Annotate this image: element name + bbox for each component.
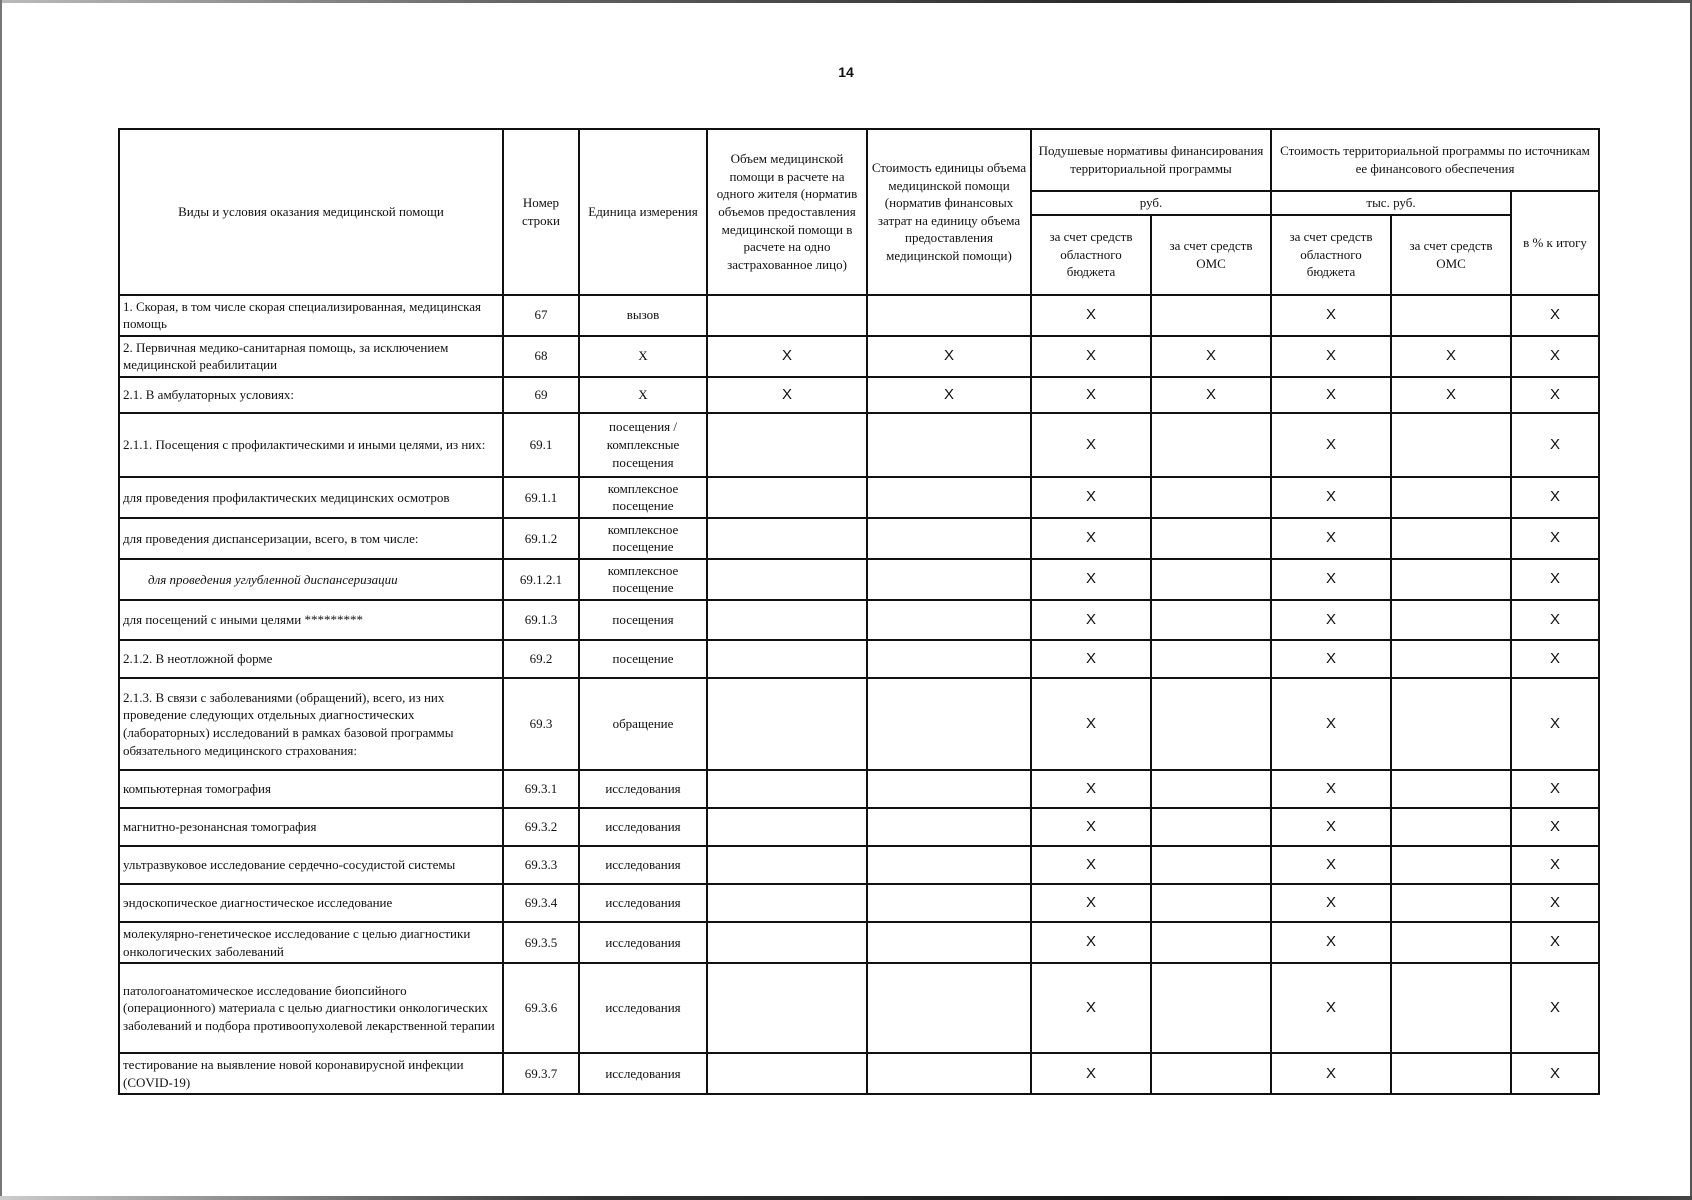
cell-percapita-oms (1151, 808, 1271, 846)
cell-percent: X (1511, 295, 1599, 336)
cell-cost (867, 295, 1031, 336)
cell-program-budget: X (1271, 1053, 1391, 1094)
cell-program-oms: X (1391, 377, 1511, 413)
cell-percapita-oms (1151, 884, 1271, 922)
cell-volume (707, 413, 867, 477)
cell-row-number: 69.3.5 (503, 922, 579, 963)
cell-program-oms (1391, 1053, 1511, 1094)
cell-row-number: 69.3.3 (503, 846, 579, 884)
cell-row-number: 68 (503, 336, 579, 377)
cell-percapita-budget: X (1031, 600, 1151, 640)
table-row (119, 1053, 1599, 1094)
table-header (119, 129, 1599, 295)
cell-volume (707, 963, 867, 1053)
cell-unit: X (579, 336, 707, 377)
cell-program-budget: X (1271, 413, 1391, 477)
header-program-budget: за счет средств областного бюджета (1271, 215, 1391, 295)
cell-program-budget: X (1271, 518, 1391, 559)
cell-program-budget: X (1271, 336, 1391, 377)
cell-volume (707, 518, 867, 559)
cell-percent: X (1511, 808, 1599, 846)
cell-name: тестирование на выявление новой коронавирусной инфекции (COVID-19) (119, 1053, 503, 1094)
cell-unit: исследования (579, 922, 707, 963)
cell-percapita-budget: X (1031, 922, 1151, 963)
cell-percent: X (1511, 640, 1599, 678)
cell-percent: X (1511, 600, 1599, 640)
header-percapita-unit: руб. (1031, 191, 1271, 215)
table-row (119, 884, 1599, 922)
cell-percapita-budget: X (1031, 1053, 1151, 1094)
cell-program-oms (1391, 477, 1511, 518)
cell-unit: комплексное посещение (579, 477, 707, 518)
table-row (119, 600, 1599, 640)
table-row (119, 678, 1599, 770)
header-program-group: Стоимость территориальной программы по источникам ее финансового обеспечения (1271, 129, 1599, 191)
cell-program-oms (1391, 295, 1511, 336)
cell-percapita-oms (1151, 477, 1271, 518)
cell-unit: исследования (579, 1053, 707, 1094)
cell-program-budget: X (1271, 600, 1391, 640)
cell-unit: исследования (579, 846, 707, 884)
cell-volume (707, 922, 867, 963)
cell-percapita-budget: X (1031, 770, 1151, 808)
cell-percapita-oms (1151, 1053, 1271, 1094)
cell-name: 1. Скорая, в том числе скорая специализированная, медицинская помощь (119, 295, 503, 336)
cell-percapita-oms (1151, 846, 1271, 884)
cell-volume (707, 884, 867, 922)
cell-percapita-oms: X (1151, 336, 1271, 377)
table-body (119, 295, 1599, 1095)
table-row (119, 377, 1599, 413)
cell-unit: X (579, 377, 707, 413)
cell-row-number: 69.1.1 (503, 477, 579, 518)
cell-program-budget: X (1271, 884, 1391, 922)
cell-cost (867, 770, 1031, 808)
header-percent: в % к итогу (1511, 191, 1599, 295)
cell-program-budget: X (1271, 295, 1391, 336)
cell-cost (867, 640, 1031, 678)
cell-cost (867, 922, 1031, 963)
cell-percent: X (1511, 518, 1599, 559)
cell-cost (867, 413, 1031, 477)
cell-volume (707, 1053, 867, 1094)
cell-volume (707, 559, 867, 600)
scan-edge-top (0, 0, 1692, 3)
cell-percent: X (1511, 336, 1599, 377)
cell-percent: X (1511, 770, 1599, 808)
cell-percent: X (1511, 846, 1599, 884)
cell-percapita-oms (1151, 413, 1271, 477)
cell-program-oms: X (1391, 336, 1511, 377)
cell-name: для проведения профилактических медицинских осмотров (119, 477, 503, 518)
cell-program-budget: X (1271, 846, 1391, 884)
table-row (119, 963, 1599, 1053)
cell-percent: X (1511, 922, 1599, 963)
cell-program-oms (1391, 922, 1511, 963)
cell-percapita-budget: X (1031, 808, 1151, 846)
header-volume: Объем медицинской помощи в расчете на одного жителя (норматив объемов предоставления медицинской помощи в расчете на одно застрахованное лицо) (707, 129, 867, 295)
header-percapita-group: Подушевые нормативы финансирования территориальной программы (1031, 129, 1271, 191)
page-number: 14 (838, 64, 854, 80)
cell-cost (867, 678, 1031, 770)
cell-name: магнитно-резонансная томография (119, 808, 503, 846)
cell-cost (867, 1053, 1031, 1094)
cell-name: 2.1.2. В неотложной форме (119, 640, 503, 678)
cell-row-number: 69.3.4 (503, 884, 579, 922)
cell-percapita-oms (1151, 678, 1271, 770)
cell-program-oms (1391, 770, 1511, 808)
cell-cost (867, 559, 1031, 600)
cell-row-number: 69 (503, 377, 579, 413)
cell-row-number: 69.3.2 (503, 808, 579, 846)
cell-name: эндоскопическое диагностическое исследование (119, 884, 503, 922)
header-program-oms: за счет средств ОМС (1391, 215, 1511, 295)
cell-name: 2. Первичная медико-санитарная помощь, за исключением медицинской реабилитации (119, 336, 503, 377)
cell-percapita-budget: X (1031, 295, 1151, 336)
cell-unit: исследования (579, 963, 707, 1053)
table-row (119, 640, 1599, 678)
cell-percapita-oms: X (1151, 377, 1271, 413)
cell-program-budget: X (1271, 477, 1391, 518)
header-program-unit: тыс. руб. (1271, 191, 1511, 215)
table-row (119, 846, 1599, 884)
cell-name: 2.1.3. В связи с заболеваниями (обращений), всего, из них проведение следующих отдельных диагностических (лабораторных) исследований в рамках базовой программы обязательного медицинского страхования: (119, 678, 503, 770)
table-row (119, 808, 1599, 846)
cell-row-number: 69.3.6 (503, 963, 579, 1053)
scan-edge-bottom (0, 1196, 1692, 1200)
cell-program-oms (1391, 559, 1511, 600)
cell-volume (707, 678, 867, 770)
cell-cost (867, 884, 1031, 922)
cell-volume: X (707, 336, 867, 377)
cell-percapita-budget: X (1031, 336, 1151, 377)
cell-program-oms (1391, 600, 1511, 640)
cell-program-oms (1391, 884, 1511, 922)
table-row (119, 295, 1599, 336)
cell-unit: посещения / комплексные посещения (579, 413, 707, 477)
cell-program-oms (1391, 678, 1511, 770)
cell-percent: X (1511, 413, 1599, 477)
cell-percapita-budget: X (1031, 518, 1151, 559)
cell-volume (707, 477, 867, 518)
cell-program-budget: X (1271, 640, 1391, 678)
cell-cost: X (867, 336, 1031, 377)
cell-percent: X (1511, 559, 1599, 600)
cell-percapita-budget: X (1031, 377, 1151, 413)
cell-cost (867, 808, 1031, 846)
cell-program-oms (1391, 518, 1511, 559)
cell-percapita-budget: X (1031, 884, 1151, 922)
cell-name: для посещений с иными целями ********* (119, 600, 503, 640)
cell-row-number: 69.1.2 (503, 518, 579, 559)
cell-row-number: 69.3.7 (503, 1053, 579, 1094)
cell-percapita-budget: X (1031, 678, 1151, 770)
cell-percent: X (1511, 678, 1599, 770)
cell-volume (707, 808, 867, 846)
cell-percapita-oms (1151, 559, 1271, 600)
cell-percapita-oms (1151, 770, 1271, 808)
cell-program-oms (1391, 808, 1511, 846)
cell-volume (707, 846, 867, 884)
header-cost: Стоимость единицы объема медицинской помощи (норматив финансовых затрат на единицу объема предоставления медицинской помощи) (867, 129, 1031, 295)
table-row (119, 413, 1599, 477)
cell-unit: вызов (579, 295, 707, 336)
cell-volume (707, 770, 867, 808)
table-row (119, 336, 1599, 377)
cell-cost (867, 477, 1031, 518)
cell-percapita-budget: X (1031, 477, 1151, 518)
cell-percapita-oms (1151, 922, 1271, 963)
cell-name: 2.1.1. Посещения с профилактическими и иными целями, из них: (119, 413, 503, 477)
cell-unit: исследования (579, 808, 707, 846)
cell-row-number: 67 (503, 295, 579, 336)
cell-volume: X (707, 377, 867, 413)
cell-row-number: 69.1 (503, 413, 579, 477)
cell-percapita-budget: X (1031, 640, 1151, 678)
cell-unit: посещение (579, 640, 707, 678)
cell-percapita-budget: X (1031, 559, 1151, 600)
cell-name: патологоанатомическое исследование биопсийного (операционного) материала с целью диагностики онкологических заболеваний и подбора противоопухолевой лекарственной терапии (119, 963, 503, 1053)
cell-cost (867, 600, 1031, 640)
cell-program-budget: X (1271, 808, 1391, 846)
cell-name: ультразвуковое исследование сердечно-сосудистой системы (119, 846, 503, 884)
cell-percapita-budget: X (1031, 413, 1151, 477)
cell-program-budget: X (1271, 377, 1391, 413)
cell-cost (867, 518, 1031, 559)
table-row (119, 770, 1599, 808)
cell-program-budget: X (1271, 963, 1391, 1053)
cell-unit: исследования (579, 884, 707, 922)
table-row (119, 518, 1599, 559)
cell-name: 2.1. В амбулаторных условиях: (119, 377, 503, 413)
cell-name: для проведения диспансеризации, всего, в том числе: (119, 518, 503, 559)
header-unit: Единица измерения (579, 129, 707, 295)
cell-row-number: 69.1.2.1 (503, 559, 579, 600)
cell-program-budget: X (1271, 770, 1391, 808)
cell-name: молекулярно-генетическое исследование с целью диагностики онкологических заболеваний (119, 922, 503, 963)
table-row (119, 922, 1599, 963)
scan-edge-left (0, 0, 2, 1200)
cell-percapita-oms (1151, 518, 1271, 559)
cell-row-number: 69.3.1 (503, 770, 579, 808)
cell-percent: X (1511, 1053, 1599, 1094)
cell-volume (707, 600, 867, 640)
table-row (119, 477, 1599, 518)
cell-row-number: 69.3 (503, 678, 579, 770)
cell-percent: X (1511, 477, 1599, 518)
cell-unit: исследования (579, 770, 707, 808)
financing-table (118, 128, 1600, 1095)
header-percapita-budget: за счет средств областного бюджета (1031, 215, 1151, 295)
table-row (119, 559, 1599, 600)
cell-cost: X (867, 377, 1031, 413)
cell-cost (867, 963, 1031, 1053)
cell-unit: обращение (579, 678, 707, 770)
cell-name: для проведения углубленной диспансеризации (119, 559, 503, 600)
header-row-number: Номер строки (503, 129, 579, 295)
cell-program-budget: X (1271, 922, 1391, 963)
cell-program-oms (1391, 413, 1511, 477)
cell-program-oms (1391, 846, 1511, 884)
cell-percapita-budget: X (1031, 846, 1151, 884)
cell-cost (867, 846, 1031, 884)
cell-unit: комплексное посещение (579, 559, 707, 600)
cell-percent: X (1511, 377, 1599, 413)
cell-percapita-oms (1151, 640, 1271, 678)
cell-program-oms (1391, 963, 1511, 1053)
header-percapita-oms: за счет средств ОМС (1151, 215, 1271, 295)
cell-percent: X (1511, 884, 1599, 922)
cell-volume (707, 640, 867, 678)
cell-unit: комплексное посещение (579, 518, 707, 559)
cell-percapita-budget: X (1031, 963, 1151, 1053)
cell-unit: посещения (579, 600, 707, 640)
cell-volume (707, 295, 867, 336)
cell-program-budget: X (1271, 678, 1391, 770)
cell-percapita-oms (1151, 963, 1271, 1053)
cell-name: компьютерная томография (119, 770, 503, 808)
cell-percapita-oms (1151, 295, 1271, 336)
cell-row-number: 69.1.3 (503, 600, 579, 640)
cell-row-number: 69.2 (503, 640, 579, 678)
cell-program-oms (1391, 640, 1511, 678)
cell-percent: X (1511, 963, 1599, 1053)
cell-percapita-oms (1151, 600, 1271, 640)
cell-program-budget: X (1271, 559, 1391, 600)
header-name: Виды и условия оказания медицинской помощи (119, 129, 503, 295)
